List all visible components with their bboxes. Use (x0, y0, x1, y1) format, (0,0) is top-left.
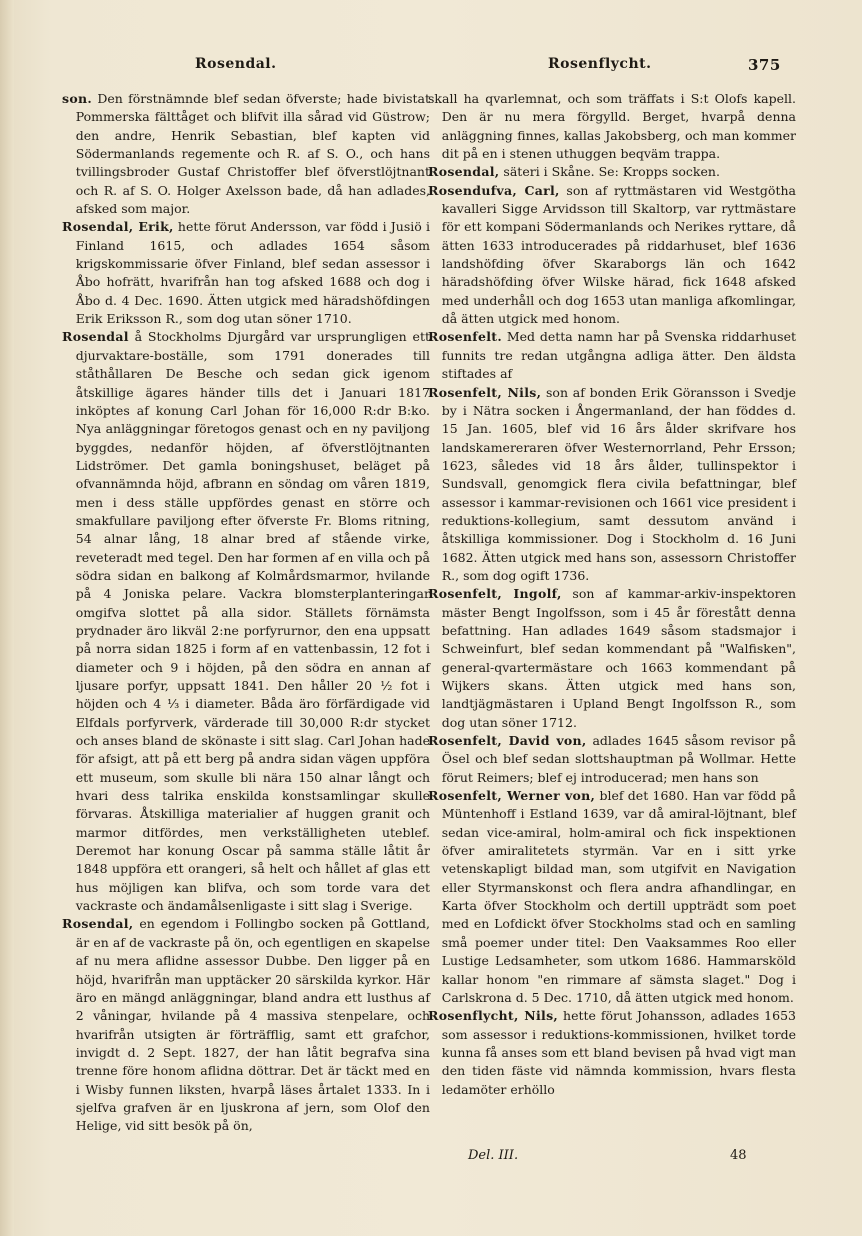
entry-text: säteri i Skåne. Se: Kropps socken. (499, 164, 720, 180)
entry-headword: Rosendal (62, 329, 129, 345)
page-gutter (0, 0, 14, 1236)
running-head-left: Rosendal. (195, 56, 277, 72)
right-column (428, 90, 796, 1099)
entry-text: skall ha qvarlemnat, och som träffats i S:t Olofs kapell. Den är nu mera förgylld. Berget, hvarpå denna anläggning finnes, kallas Jakobsberg, och man kommer dit på en i stenen uthuggen beqväm trappa. (428, 91, 796, 162)
entry-text: son af kammar-arkiv-inspektoren mäster Bengt Ingolfsson, som i 45 år förestått denna befattning. Han adlades 1649 såsom stadsmajor i Schweinfurt, blef sedan kommendant på "Walfisken", general-qvartermästare och 1663 kommendant på Wijkers skans. Ätten utgick med hans son, landtjägmästaren i Upland Bengt Ingolfsson R., som dog utan söner 1712. (441, 586, 796, 730)
entry-text: son af ryttmästaren vid Westgötha kavalleri Sigge Arvidsson till Skaltorp, var ryttmästare för ett kompani Södermanlands och Nerikes ryttare, då ätten 1633 introducerades på riddarhuset, blef 1636 landshöfding öfver Skaraborgs län och 1642 häradshöfding öfver Wilske härad, fick 1648 afsked med underhåll och dog 1653 utan manliga afkomlingar, då ätten utgick med honom. (441, 182, 796, 327)
entry-text: Den förstnämnde blef sedan öfverste; hade bivistat Pommerska fälttåget och blifvit illa sårad vid Güstrow; den andre, Henrik Sebastian, blef kapten vid Södermanlands regemente och R. af S. O., och hans tvillingsbroder Gustaf Christoffer blef öfverstlöjtnant och R. af S. O. Holger Axelsson bade, då han adlades, afsked som major. (75, 91, 430, 217)
entry (428, 732, 796, 787)
entry (62, 90, 430, 218)
entry-headword: Rosendal, Erik, (62, 219, 174, 235)
left-column (62, 90, 430, 1136)
entry-headword: Rosendal, (62, 916, 134, 932)
entry-headword: Rosendal, (428, 164, 500, 180)
entry-headword: son. (62, 91, 93, 106)
entry (428, 328, 796, 383)
entry-headword: Rosenfelt, Ingolf, (428, 586, 562, 602)
entry (428, 90, 796, 163)
entry (428, 384, 796, 586)
entry-text: hette förut Andersson, var född i Jusiö i Finland 1615, och adlades 1654 såsom krigskommissarie öfver Finland, blef sedan assessor i Åbo hofrätt, hvarifrån han tog afsked 1688 och dog i Åbo d. 4 Dec. 1690. Ätten utgick med häradshöfdingen Erik Eriksson R., som dog utan söner 1710. (75, 219, 430, 327)
entry-text: hette förut Johansson, adlades 1653 som assessor i reduktions-kommissionen, hvilket torde kunna få anses som ett bland bevisen på hvad vigt man den tiden fäste vid nämnda kommission, hvars flesta ledamöter erhöllo (441, 1008, 796, 1097)
entry-text: adlades 1645 såsom revisor på Ösel och blef sedan slottshauptman på Wollmar. Hette förut Reimers; blef ej introducerad; men hans son (441, 733, 796, 785)
entry-headword: Rosenfelt. (428, 329, 503, 345)
entry-headword: Rosenfelt, David von, (428, 733, 587, 749)
entry (428, 787, 796, 1007)
running-head-right: Rosenflycht. (548, 56, 652, 72)
entry (428, 585, 796, 732)
entry-text: Med detta namn har på Svenska riddarhuset funnits tre redan utgångna adliga ätter. Den äldsta stiftades af (441, 329, 796, 382)
entry-text: son af bonden Erik Göransson i Svedje by i Nätra socken i Ångermanland, der han föddes d. 15 Jan. 1605, blef vid 16 års ålder skrifvare hos landskamereraren öfver Westernorrland, Pehr Ersson; 1623, således vid 18 års ålder, tullinspektor i Sundsvall, genomgick flera civila befattningar, blef assessor i kammar-revisionen och 1661 vice president i reduktions-kollegium, samt dessutom använd i åtskilliga kommissioner. Dog i Stockholm d. 16 Juni 1682. Ätten utgick med hans son, assessorn Christoffer R., som dog ogift 1736. (441, 384, 796, 583)
entry (62, 328, 430, 915)
entry-headword: Rosendufva, Carl, (428, 182, 560, 198)
volume-mark: Del. III. (468, 1148, 519, 1163)
entry-headword: Rosenflycht, Nils, (428, 1008, 559, 1024)
entry (62, 915, 430, 1135)
entry (428, 163, 796, 181)
entry (428, 1007, 796, 1099)
entry (62, 218, 430, 328)
entry-headword: Rosenfelt, Nils, (428, 384, 542, 400)
entry-headword: Rosenfelt, Werner von, (428, 788, 596, 804)
entry-text: blef det 1680. Han var född på Müntenhoff i Estland 1639, var då amiral-löjtnant, blef sedan vice-amiral, holm-amiral och fick inspektionen öfver amiralitetets styrmän. Var en i sitt yrke vetenskapligt bildad man, som utgifvit en Navigation eller Styrmanskonst och flera andra afhandlingar, en Karta öfver Stockholm och dertill uppträdt som poet med en Lofdickt öfver Stockholms stad och en samling små poemer under titel: Den Vaaksammes Roo eller Lustige Ledsamheter, som utkom 1686. Hammarsköld kallar honom "en rimmare af sämsta slaget." Dog i Carlskrona d. 5 Dec. 1710, då ätten utgick med honom. (441, 788, 796, 1005)
entry-text: å Stockholms Djurgård var ursprungligen ett djurvaktare-boställe, som 1791 donerades till ståthållaren De Besche och sedan gick igenom åtskillige ägares händer tills det i Januari 1817 inköptes af konung Carl Johan för 16,000 R:dr B:ko. Nya anläggningar företogos genast och en ny paviljong byggdes, nedanför höjden, af öfverstlöjtnanten Lidströmer. Det gamla boningshuset, beläget på ofvannämnda höjd, afbrann en söndag om våren 1819, men i dess ställe uppfördes genast en större och smakfullare paviljong efter öfverste Fr. Bloms ritning, 54 alnar lång, 18 alnar bred af stående virke, reveteradt med tegel. Den har formen af en villa och på södra sidan en balkong af Kolmårdsmarmor, hvilande på 4 Joniska pelare. Vackra blomsterplanteringar omgifva slottet på alla sidor. Ställets förnämsta prydnader äro likväl 2:ne porfyrurnor, den ena uppsatt på norra sidan 1825 i form af en vattenbassin, 12 fot i diameter och 9 i höjden, på den södra en annan af ljusare porfyr, uppsatt 1841. Den håller 20 ½ fot i höjden och 4 ⅓ i diameter. Båda äro förfärdigade vid Elfdals porfyrverk, värderade till 30,000 R:dr stycket och anses bland de skönaste i sitt slag. Carl Johan hade för afsigt, att på ett berg på andra sidan vägen uppföra ett museum, som skulle bli nära 150 alnar långt och hvari dess talrika enskilda konstsamlingar skulle förvaras. Åtskilliga materialier af huggen granit och marmor ditfördes, men verkställigheten uteblef. Deremot har konung Oscar på samma ställe låtit år 1848 uppföra ett orangeri, så helt och hållet af glas ett hus möjligen kan blifva, och som torde vara det vackraste och ändamålsenligaste i sitt slag i Sverige. (75, 329, 430, 914)
signature-mark: 48 (730, 1148, 747, 1163)
page-number: 375 (748, 56, 781, 74)
entry-text: en egendom i Follingbo socken på Gottland, är en af de vackraste på ön, och egentligen en skapelse af nu mera aflidne assessor Dubbe. Den ligger på en höjd, hvarifrån man upptäcker 20 särskilda kyrkor. Här äro en mängd anläggningar, bland andra ett lusthus af 2 våningar, hvilande på 4 massiva stenpelare, och hvarifrån utsigten är förträfflig, samt ett grafchor, invigdt d. 2 Sept. 1827, der han låtit begrafva sina trenne före honom aflidna döttrar. Det är täckt med en i Wisby funnen liksten, hvarpå läses årtalet 1333. In i sjelfva grafven är en ljuskrona af jern, som Olof den Helige, vid sitt besök på ön, (75, 916, 430, 1134)
entry (428, 182, 796, 329)
